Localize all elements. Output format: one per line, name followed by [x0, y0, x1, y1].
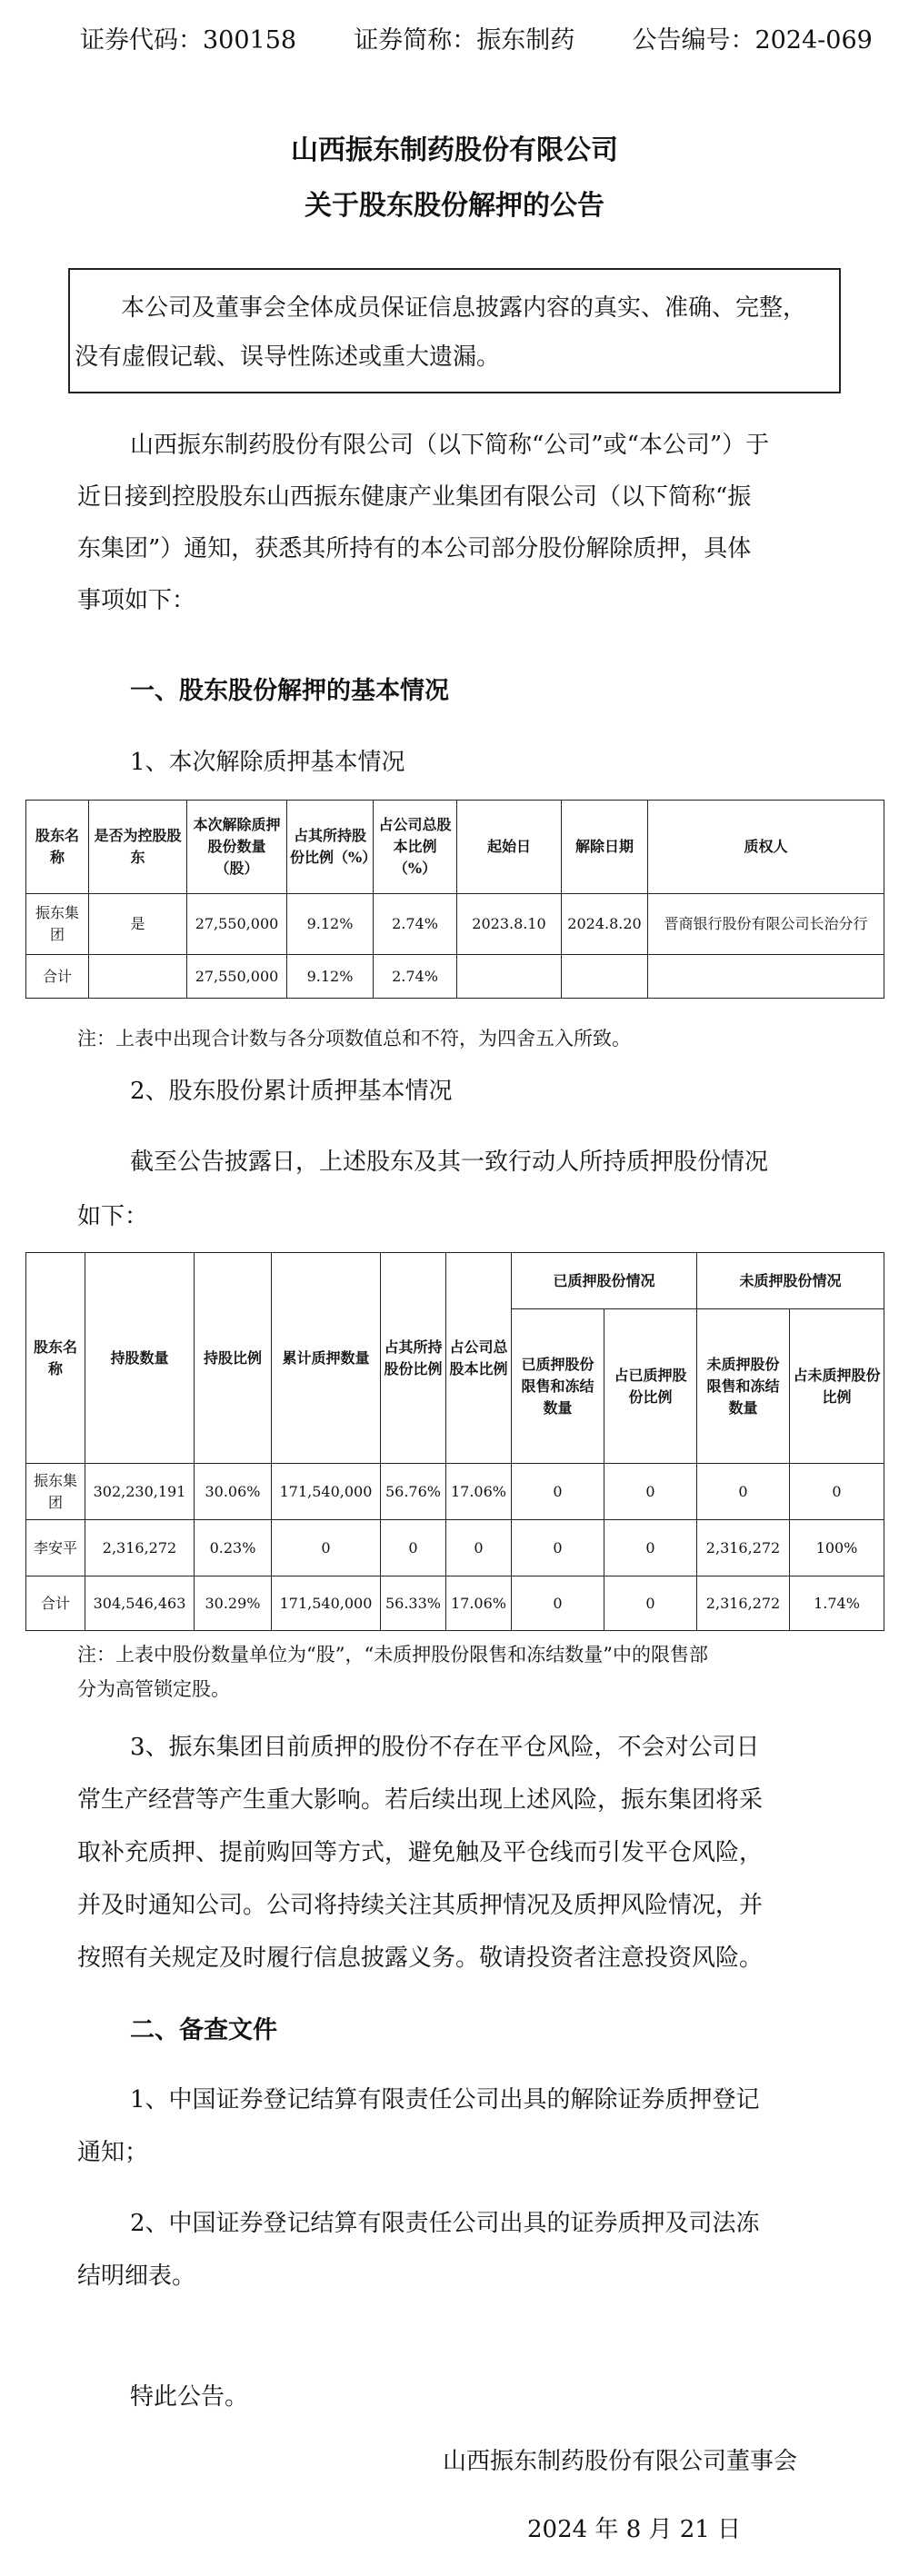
table-cell: 2.74%: [374, 894, 457, 955]
declaration-line1: 本公司及董事会全体成员保证信息披露内容的真实、准确、完整，: [121, 294, 807, 322]
section2-item1-line1: 1、中国证券登记结算有限责任公司出具的解除证券质押登记: [130, 2086, 760, 2114]
table1-header: 股东名称: [26, 801, 89, 894]
para3-line4: 并及时通知公司。公司将持续关注其质押情况及质押风险情况，并: [77, 1892, 764, 1919]
table-cell: 2.74%: [374, 955, 457, 999]
table-cell: 0: [512, 1464, 604, 1520]
table-cell: 0: [446, 1520, 512, 1576]
section2-item1-line2: 通知；: [77, 2139, 149, 2166]
section2-item2-line1: 2、中国证券登记结算有限责任公司出具的证券质押及司法冻: [130, 2210, 760, 2237]
table-cell: 0: [381, 1520, 446, 1576]
section1-sub1: 1、本次解除质押基本情况: [130, 749, 405, 776]
table-cell: 0: [790, 1464, 884, 1520]
table-cell: 171,540,000: [272, 1464, 381, 1520]
intro-line2: 近日接到控股股东山西振东健康产业集团有限公司（以下简称“振: [77, 483, 752, 511]
table2-header-ratio: 持股比例: [195, 1253, 272, 1464]
table-cell: 17.06%: [446, 1576, 512, 1631]
table-cell: 0: [604, 1464, 697, 1520]
section1-heading: 一、股东股份解押的基本情况: [130, 677, 449, 705]
closing-text: 特此公告。: [130, 2383, 249, 2411]
table-cell: 27,550,000: [187, 894, 287, 955]
para3-line1: 3、振东集团目前质押的股份不存在平仓风险，不会对公司日: [130, 1734, 760, 1761]
table1-header: 解除日期: [562, 801, 648, 894]
notice-title: 关于股东股份解押的公告: [305, 190, 604, 222]
table-cell: 振东集团: [26, 894, 89, 955]
table-cell: 2023.8.10: [457, 894, 562, 955]
table2-header-shareholder: 股东名称: [26, 1253, 85, 1464]
table2-note-line1: 注：上表中股份数量单位为“股”，“未质押股份限售和冻结数量”中的限售部: [77, 1644, 708, 1666]
table-row: [26, 1520, 884, 1576]
table2-header-p-ratio: 占已质押股份比例: [604, 1309, 697, 1464]
table-cell: 合计: [26, 1576, 85, 1631]
table2-note-line2: 分为高管锁定股。: [77, 1678, 230, 1700]
table-cell: 1.74%: [790, 1576, 884, 1631]
table-cell: 56.76%: [381, 1464, 446, 1520]
table-cell: 56.33%: [381, 1576, 446, 1631]
table2-header-shares: 持股数量: [85, 1253, 195, 1464]
table-row: [26, 894, 884, 955]
para2-line1: 截至公告披露日，上述股东及其一致行动人所持质押股份情况: [130, 1149, 769, 1176]
table-cell: 100%: [790, 1520, 884, 1576]
table-cell: 30.06%: [195, 1464, 272, 1520]
table-cell: 304,546,463: [85, 1576, 195, 1631]
table-cell: 2,316,272: [697, 1576, 790, 1631]
table-cell: 振东集团: [26, 1464, 85, 1520]
table-cell: 0: [604, 1576, 697, 1631]
declaration-box: [68, 268, 841, 393]
date: 2024 年 8 月 21 日: [527, 2516, 742, 2543]
table-cell: 0: [272, 1520, 381, 1576]
table1-header: 起始日: [457, 801, 562, 894]
para3-line2: 常生产经营等产生重大影响。若后续出现上述风险，振东集团将采: [77, 1786, 764, 1814]
table1-header: 质权人: [648, 801, 884, 894]
table-cell: 是: [89, 894, 187, 955]
table-cell: 0: [512, 1520, 604, 1576]
table-cell: 0: [697, 1464, 790, 1520]
table-cell: 171,540,000: [272, 1576, 381, 1631]
table2-header-row: [26, 1253, 884, 1309]
table-cell: 李安平: [26, 1520, 85, 1576]
table-cell: [562, 955, 648, 999]
table-cell: 9.12%: [287, 955, 374, 999]
section2-heading: 二、备查文件: [130, 2016, 277, 2044]
table-cell: 9.12%: [287, 894, 374, 955]
table-cell: 2,316,272: [697, 1520, 790, 1576]
document-header: [80, 20, 873, 55]
para3-line3: 取补充质押、提前购回等方式，避免触及平仓线而引发平仓风险，: [77, 1839, 764, 1866]
table-cell: 2024.8.20: [562, 894, 648, 955]
table1-header: 占其所持股份比例（%）: [287, 801, 374, 894]
table-cell: 晋商银行股份有限公司长治分行: [648, 894, 884, 955]
table2-header-p-restricted: 已质押股份限售和冻结数量: [512, 1309, 604, 1464]
table-cell: 0: [604, 1520, 697, 1576]
intro-line4: 事项如下：: [77, 587, 196, 614]
table-cell: 302,230,191: [85, 1464, 195, 1520]
table-cell: [457, 955, 562, 999]
table-cell: 0: [512, 1576, 604, 1631]
intro-line3: 东集团”）通知，获悉其所持有的本公司部分股份解除质押，具体: [77, 535, 752, 562]
table-cell: 27,550,000: [187, 955, 287, 999]
table1-note: 注：上表中出现合计数与各分项数值总和不符，为四舍五入所致。: [77, 1028, 631, 1049]
section1-sub2: 2、股东股份累计质押基本情况: [130, 1078, 453, 1105]
table-cell: 17.06%: [446, 1464, 512, 1520]
release-pledge-table: [25, 800, 884, 999]
table2-header-pledged: 累计质押数量: [272, 1253, 381, 1464]
table-cell: [648, 955, 884, 999]
table2-header-pct-own: 占其所持股份比例: [381, 1253, 446, 1464]
declaration-line2: 没有虚假记载、误导性陈述或重大遗漏。: [75, 343, 501, 371]
para3-line5: 按照有关规定及时履行信息披露义务。敬请投资者注意投资风险。: [77, 1944, 764, 1972]
cumulative-pledge-table: [25, 1252, 884, 1631]
table-row: [26, 1464, 884, 1520]
table1-header: 本次解除质押股份数量（股）: [187, 801, 287, 894]
table-row: [26, 1576, 884, 1631]
para2-line2: 如下：: [77, 1203, 149, 1230]
signer: 山西振东制药股份有限公司董事会: [443, 2448, 798, 2475]
table-row: [26, 955, 884, 999]
table-cell: 2,316,272: [85, 1520, 195, 1576]
table-cell: [89, 955, 187, 999]
stock-short-name: 证券简称：振东制药: [354, 26, 575, 55]
table-cell: 30.29%: [195, 1576, 272, 1631]
section2-item2-line2: 结明细表。: [77, 2263, 196, 2290]
table1-header: 是否为控股股东: [89, 801, 187, 894]
table1-header: 占公司总股本比例（%）: [374, 801, 457, 894]
stock-code: 证券代码：300158: [80, 26, 297, 55]
table2-header-unpledged-group: 未质押股份情况: [697, 1253, 884, 1309]
table-cell: 合计: [26, 955, 89, 999]
company-title: 山西振东制药股份有限公司: [291, 134, 618, 166]
intro-line1: 山西振东制药股份有限公司（以下简称“公司”或“本公司”）于: [130, 432, 770, 459]
notice-number: 公告编号：2024-069: [632, 26, 873, 55]
table2-header-u-restricted: 未质押股份限售和冻结数量: [697, 1309, 790, 1464]
table2-header-u-ratio: 占未质押股份比例: [790, 1309, 884, 1464]
table-cell: 0.23%: [195, 1520, 272, 1576]
table2-header-pct-total: 占公司总股本比例: [446, 1253, 512, 1464]
table2-header-pledged-group: 已质押股份情况: [512, 1253, 697, 1309]
table1-header-row: [26, 801, 884, 894]
